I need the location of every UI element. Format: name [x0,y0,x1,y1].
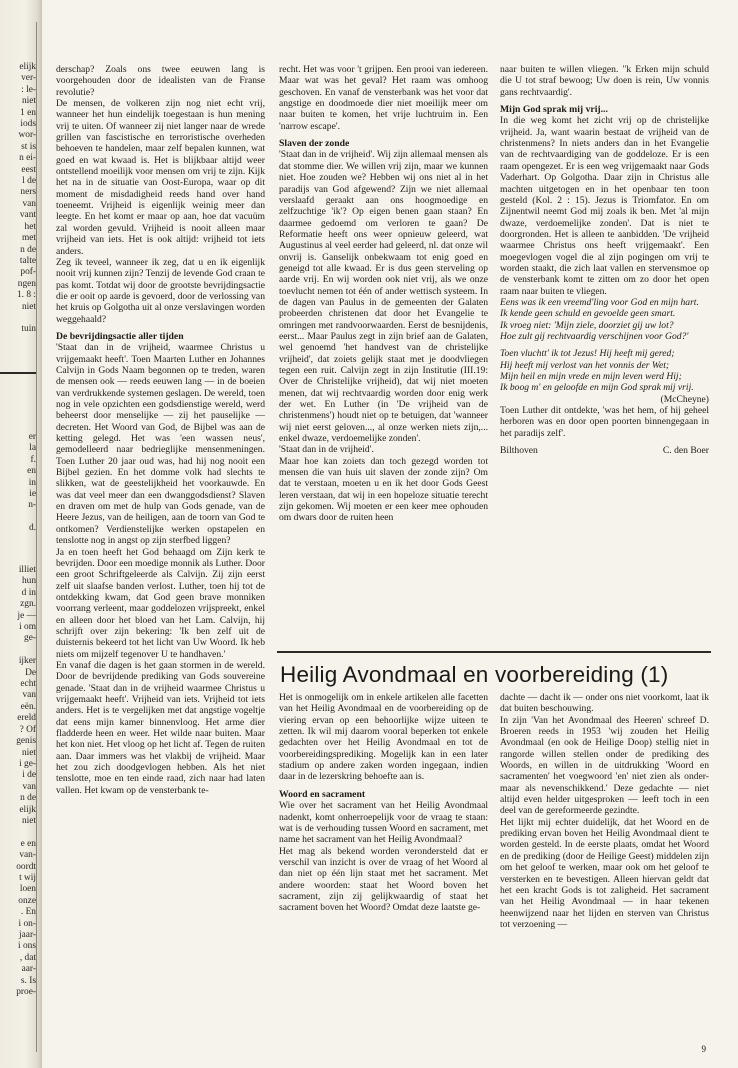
paragraph: Het mag als bekend worden verondersteld dat er verschil van inzicht is over de vraag of het Woord al dan niet op één lijn staat met het sacrament. Met andere woorden: staat het Woord boven het sacrament, zijn zij gelijkwaardig of staat het sacrament boven het Woord? Omdat deze laatste ge- [279,845,488,914]
paragraph: 'Staat dan in de vrijheid'. [279,444,374,456]
text-fragment: met [21,233,36,244]
article2-col2-paragraphs [500,692,709,930]
col1-paragraphs-b [56,342,265,796]
text-fragment: i on- [18,918,36,929]
paragraph: Maar hoe kan zoiets dan toch gezegd worden tot mensen die van huis uit slaven der zonde zijn? Om dat te verstaan, moeten u en ik het door Gods Geest leren verstaan, dat wij in een hopeloze situatie terecht zijn gekomen. Wij moeten er een keer mee ophouden om dwars door de ruiten heen [279,455,488,524]
text-fragment: n de [20,244,36,255]
text-fragment: onze [18,895,36,906]
text-fragment: n- [28,500,36,511]
text-fragment: niet [21,301,36,312]
text-fragment: illiet [18,565,36,575]
text-fragment: er [28,432,36,442]
text-fragment: van [22,690,36,701]
article2-title: Heilig Avondmaal en voorbereiding (1) [280,662,669,687]
paragraph: 'Staat dan in de vrijheid'. Wij zijn allemaal mensen als dat stomme dier. We willen vrij zijn, maar we kunnen niet. Hoe zouden we? Hebben wij ons niet al in het paradijs van God afgewend? Zijn we niet allemaal verslaafd geraakt aan ons hoogmoedige en zelfzuchtige 'ik'? Op eigen benen gaan staan? En daarmee gedoemd om verloren te gaan? De Reformatie heeft ons weer opnieuw geleerd, wat Augustinus al veel eerder had geleerd, nl. dat onze wil onvrij is. Ganselijk onbekwaam tot enig goed en geneigd tot alle kwaad. Er is dus geen sterveling op aarde vrij. En wij worden ook niet vrij, als we onze toevlucht nemen tot één of ander wettisch systeem. In de dagen van Paulus in de gemeenten der Galaten probeerden christenen dat door het Evangelie te omringen met randvoorwaarden. Eerst de besnijdenis, eerst... Maar Paulus zegt in zijn brief aan de Galaten, wel genoemd 'het handvest van de christelijke vrijheid', dat zoiets gelijk staat met je doodvliegen tegen een ruit. Calvijn zegt in zijn Institutie (III.19: Over de Christelijke vrijheid), dat wij niet moeten menen, dat wij rechtvaardig worden door enig werk der wet. En Luther (in 'De vrijheid van de christenmens') houdt niet op te betuigen, dat 'wanneer wij niet eerst geloven..., al onze werken niets zijn,... enkel dwaze, verdoemelijke zonden'. [279,149,488,445]
signature-author: C. den Boer [662,445,709,457]
text-fragment: i om [19,622,36,633]
text-fragment: t wij [19,872,36,883]
text-fragment: i ons [18,941,36,952]
text-fragment: oordt [16,861,36,872]
article2-heading: Woord en sacrament [279,788,366,800]
text-fragment: het [24,221,36,232]
text-fragment: s. Is [20,975,36,986]
paragraph: Ik kende geen schuld en gevoelde geen smart. [500,308,676,320]
paragraph: Ik boog m' en geloofde en mijn God sprak mij vrij. [500,382,694,394]
paragraph: In die weg komt het zicht vrij op de christelijke vrijheid. Ja, want waarin bestaat de vrijheid van de christenmens? In niets anders dan in het Evangelie van de rechtvaardiging van de goddeloze. Er is een raam opengezet. Er is een weg vrijgemaakt naar Gods Vaderhart. Op Golgotha. Daar zijn in Christus alle machten uitgetogen en in het openbaar ten toon gesteld (Kol. 2 : 15). Jezus is Triomfator. En om Zijnentwil neemt God mij zoals ik ben. Met 'al mijn dwaze, verdoemelijke zonden'. Dat is niet te doorgronden. Het is alleen te aanbidden. 'De vrijheid waarmee Christus ons heeft vrijgemaakt'. Een moegevlogen vogel die al zijn pogingen om vrij te worden staakt, die zich laat vallen en stervensmoe op de vensterbank komt te zitten om zo door het open raam naar buiten te vliegen. [500,115,709,297]
text-fragment: zgn. [20,599,36,610]
text-fragment: ? Of [19,724,36,735]
text-fragment: ie [29,489,36,500]
text-fragment: De [25,667,36,678]
article2-column-1 [279,692,488,1054]
text-fragment: . En [20,907,36,918]
text-fragment: jaar- [19,930,36,940]
text-fragment [2,645,36,656]
text-fragment: en [27,466,36,477]
text-fragment: niet [21,747,36,758]
text-fragment: i ge- [19,758,36,769]
text-fragment: d in [21,587,36,598]
text-fragment: tuin [21,324,36,335]
text-fragment [2,512,36,523]
text-fragment: ijker [18,656,36,667]
text-fragment: loen [19,884,36,895]
text-fragment: ereld [17,713,36,724]
text-fragment: elijk [19,62,36,72]
text-fragment: van [22,198,36,209]
paragraph: In zijn 'Van het Avondmaal des Heeren' schreef D. Broeren reeds in 1953 'wij zouden het Heilig Avondmaal (en ook de Heilige Doop) stellig niet in rangorde willen stellen onder de prediking des Woords, en willen in de uitdrukking 'Woord en sacramenten' het voegwoord 'en' niet zien als onder- maar als nevenschikkend.' Deze gedachte — niet altijd even helder uitgesproken — leeft toch in een deel van de gereformeerde gezindte. [500,714,709,817]
paragraph: recht. Het was voor 't grijpen. Een prooi van iedereen. Maar wat was het geval? Het raam was omhoog geschoven. En vanaf de vensterbank was het voor dat angstige en doodmoede dier niet moeilijk meer om naar buiten te komen, het vrije luchtruim in. Een 'narrow escape'. [279,64,488,132]
text-fragment: van- [19,850,36,861]
text-fragment: f. [30,454,36,465]
text-fragment: e en [20,838,36,849]
article-separator-rule [277,651,711,653]
paragraph: Hoe zult gij rechtvaardig verschijnen voor God?' [500,330,689,342]
text-fragment: n de [20,793,36,804]
text-fragment: niet [21,96,36,107]
text-fragment: ver- [21,73,36,84]
paragraph: dachte — dacht ik — onder ons niet voorkomt, laat ik dat buiten beschouwing. [500,692,709,715]
text-fragment: proe- [16,987,36,998]
paragraph: Het lijkt mij echter duidelijk, dat het Woord en de prediking ervan boven het Heilig Avondmaal dient te worden gesteld. In de eerste plaats, omdat het Woord en de prediking (door de Heilige Geest) middelen zijn om het geloof te werken, maar ook om het geloof te versterken en te bevestigen. Alleen hiervan geldt dat het een kracht Gods is tot zaligheid. Het sacrament van het Heilig Avondmaal — in haar tekenen heenwijzend naar het lijden en sterven van Christus tot verzoening — [500,816,709,930]
text-fragment: n ei- [19,153,36,164]
paragraph: De mensen, de volkeren zijn nog niet echt vrij, wanneer het hun eindelijk toegestaan is hun mening vrij te uiten. Of wanneer zij niet langer naar de wrede grillen van fascistische en terroristische overheden behoeven te handelen, maar zelf bepalen kunnen, wat goed en wat kwaad is. Het is blijkbaar altijd weer ontstellend moeilijk voor mensen om vrij te zijn. Kijk het na in de situatie van Oost-Europa, waar op dit moment de misdadigheid reeds hand over hand toeneemt. Vrijheid is eigenlijk weinig meer dan leegte. En het komt er maar op aan, hoe dat vacuüm zal worden gevuld. Vrijheid is nooit alleen maar vrijheid van iets. Het is ook altijd: vrijheid tot iets anders. [56,98,265,257]
text-fragment: genis [16,736,36,747]
text-fragment: in [28,477,36,488]
signature-place: Bilthoven [500,445,538,457]
text-fragment: 1 en [20,107,36,118]
left-fragment-rule [0,372,36,374]
text-fragment: niet [21,815,36,826]
text-fragment: iods [20,119,36,130]
text-fragment: van [22,781,36,792]
paragraph: Hij heeft mij verlost van het vonnis der Wet; [500,359,670,371]
text-fragment: je — [17,610,36,621]
text-fragment: eën. [20,701,36,712]
signature-line [500,445,709,456]
text-fragment: d. [28,523,36,534]
col2-heading: Slaven der zonde [279,138,350,150]
col2-paragraphs-b [279,149,488,523]
col1-paragraphs-a [56,64,265,325]
text-fragment: ngen [17,278,36,289]
article1-column-2 [279,64,488,648]
text-fragment: 1. 8 : [16,290,36,301]
text-fragment: : le- [21,84,36,95]
article2-column-2 [500,692,709,1054]
text-fragment: st is [21,141,36,152]
text-fragment: aar- [21,964,36,975]
paragraph: derschap? Zoals ons twee eeuwen lang is voorgehouden door de idealisten van de Franse revolutie? [56,64,265,98]
text-fragment [2,827,36,838]
col3-paragraphs-b [500,115,709,297]
text-fragment [2,313,36,324]
left-fragments-c [2,565,36,998]
paragraph: Zeg ik teveel, wanneer ik zeg, dat u en ik eigenlijk nooit vrij kunnen zijn? Tenzij de levende God craan te pas komt. Totdat wij door de grootste bevrijdingsactie die er ooit op aarde is gevoerd, door de verlossing van het kruis op Golgotha uit al onze verslavingen worden weggehaald? [56,256,265,325]
text-fragment: hun [21,576,36,587]
text-fragment: elijk [19,804,36,815]
article1-column-1 [56,64,265,1054]
text-fragment: talte [19,255,36,266]
paragraph: Toen vluchtt' ik tot Jezus! Hij heeft mij gered; [500,348,675,360]
article2-col1-paragraphs [279,800,488,913]
col3-closing: Toen Luther dit ontdekte, 'was het hem, of hij geheel herboren was en door open poorten binnengegaan in het paradijs zelf'. [500,405,709,439]
text-fragment: i de [22,770,36,781]
article2-intro: Het is onmogelijk om in enkele artikelen alle facetten van het Heilig Avondmaal en de voorbereiding op de viering ervan op een behoorlijke wijze uiteen te zetten. Ik wil mij daarom vooral beperken tot enkele gedachten over het Heilig Avondmaal en tot de voorbereidingsprediking. Mogelijk kan in een later stadium op andere zaken worden ingegaan, indien daar in de lezerskring behoefte aan is. [279,692,488,783]
col3-heading: Mijn God sprak mij vrij... [500,104,608,116]
page-number: 9 [701,1044,706,1054]
paragraph: 'Staat dan in de vrijheid, waarmee Christus u vrijgemaakt heeft'. Toen Maarten Luther en Johannes Calvijn in Gods Naam begonnen op te treden, waren de mensen ook — reeds eeuwen lang — in de boeien van verdrukkende systemen geslagen. De wereld, toen nog in vele opzichten een godsdienstige wereld, werd beheerst door menselijke — zij het pauselijke — decreten. Het Woord van God, de Bijbel was aan de ketting gelegd. Het was 'een wassen neus', gemodelleerd naar bedrieglijke mensenmeningen. Toen Luther 20 jaar oud was, had hij nog nooit een Bijbel gezien. En het domme volk had slechts te slikken, wat de geestelijkheid het voorkauwde. En was dat veel meer dan een dwanggodsdienst? Slaven en draven om met de hulp van Gods genade, van de Heere Jezus, van de heiligen, aan de toorn van God te ontkomen? Verdienstelijke werken opstapelen en tenslotte nog in angst op zijn sterfbed liggen? [56,342,265,547]
col1-heading: De bevrijdingsactie aller tijden [56,330,184,342]
col2-paragraphs-a [279,64,488,132]
text-fragment: , dat [19,952,36,963]
text-fragment: pof- [20,267,36,278]
paragraph: Ik vroeg niet: 'Mijn ziele, doorziet gij uw lot? [500,319,674,331]
poem-author: (McCheyne) [660,393,709,405]
paragraph: Eens was ik een vreemd'ling voor God en mijn hart. [500,296,699,308]
paragraph: Wie over het sacrament van het Heilig Avondmaal nadenkt, komt onherroepelijk voor de vraag te staan: wat is de verhouding tussen Woord en sacrament, met name het sacrament van het Heilig Avondmaal? [279,800,488,846]
text-fragment: ge- [24,633,36,644]
text-fragment: l de [22,176,36,187]
left-fragments-a [2,62,36,336]
text-fragment: la [29,443,36,454]
article1-column-3 [500,64,709,648]
paragraph: Mijn heil en mijn vrede en mijn leven werd Hij; [500,371,682,382]
text-fragment: vant [19,210,36,221]
poem-stanza-1 [500,297,709,342]
paragraph: Ja en toen heeft het God behaagd om Zijn kerk te bevrijden. Door een moedige monnik als Luther. Door een groot Schriftgeleerde als Calvijn. Zij zijn eerst zelf uit slaafse banden verlost. Luther, toen hij tot de ontdekking kwam, dat God geen brave monniken voorrang verleent, maar goddelozen vrijspreekt, enkel en alleen door het bloed van het Lam. Calvijn, hij schrijft over zijn bekering: 'Ik ben zelf uit de duisternis bekeerd tot het licht van Uw Woord. Ik heb niets om mijzelf tegenover U te handhaven.' [56,546,265,660]
left-fragments-b [2,432,36,535]
poem-stanza-2 [500,348,709,393]
binding-line [36,22,37,1052]
text-fragment: eest [21,164,36,175]
col3-paragraphs-a [500,64,709,98]
text-fragment: ners [20,187,36,198]
paragraph: naar buiten te willen vliegen. "k Erken mijn schuld die U tot straf bewoog; Uw doen is rein, Uw vonnis gans rechtvaardig'. [500,64,709,98]
text-fragment: echt [20,679,36,690]
paragraph: En vanaf die dagen is het gaan stormen in de wereld. Door de bevrijdende prediking van Gods souvereine genade. 'Staat dan in de vrijheid waarmee Christus u vrijgemaakt heeft'. Vrijheid van iets. Vrijheid tot iets anders. Het is te vergelijken met dat angstige vogeltje dat eens mijn kamer binnenvloog. Het arme dier fladderde heen en weer. Het wilde naar buiten. Maar het kon niet. Het vloog op het licht af. Tegen de ruiten aan. Daar immers was het vlakbij de vrijheid. Maar het zou zich doodgevlogen hebben. Als het niet tenslotte, moe en ten einde raad, zich naar had laten vallen. Het kwam op de vensterbank te- [56,659,265,796]
text-fragment: wor- [18,130,36,141]
